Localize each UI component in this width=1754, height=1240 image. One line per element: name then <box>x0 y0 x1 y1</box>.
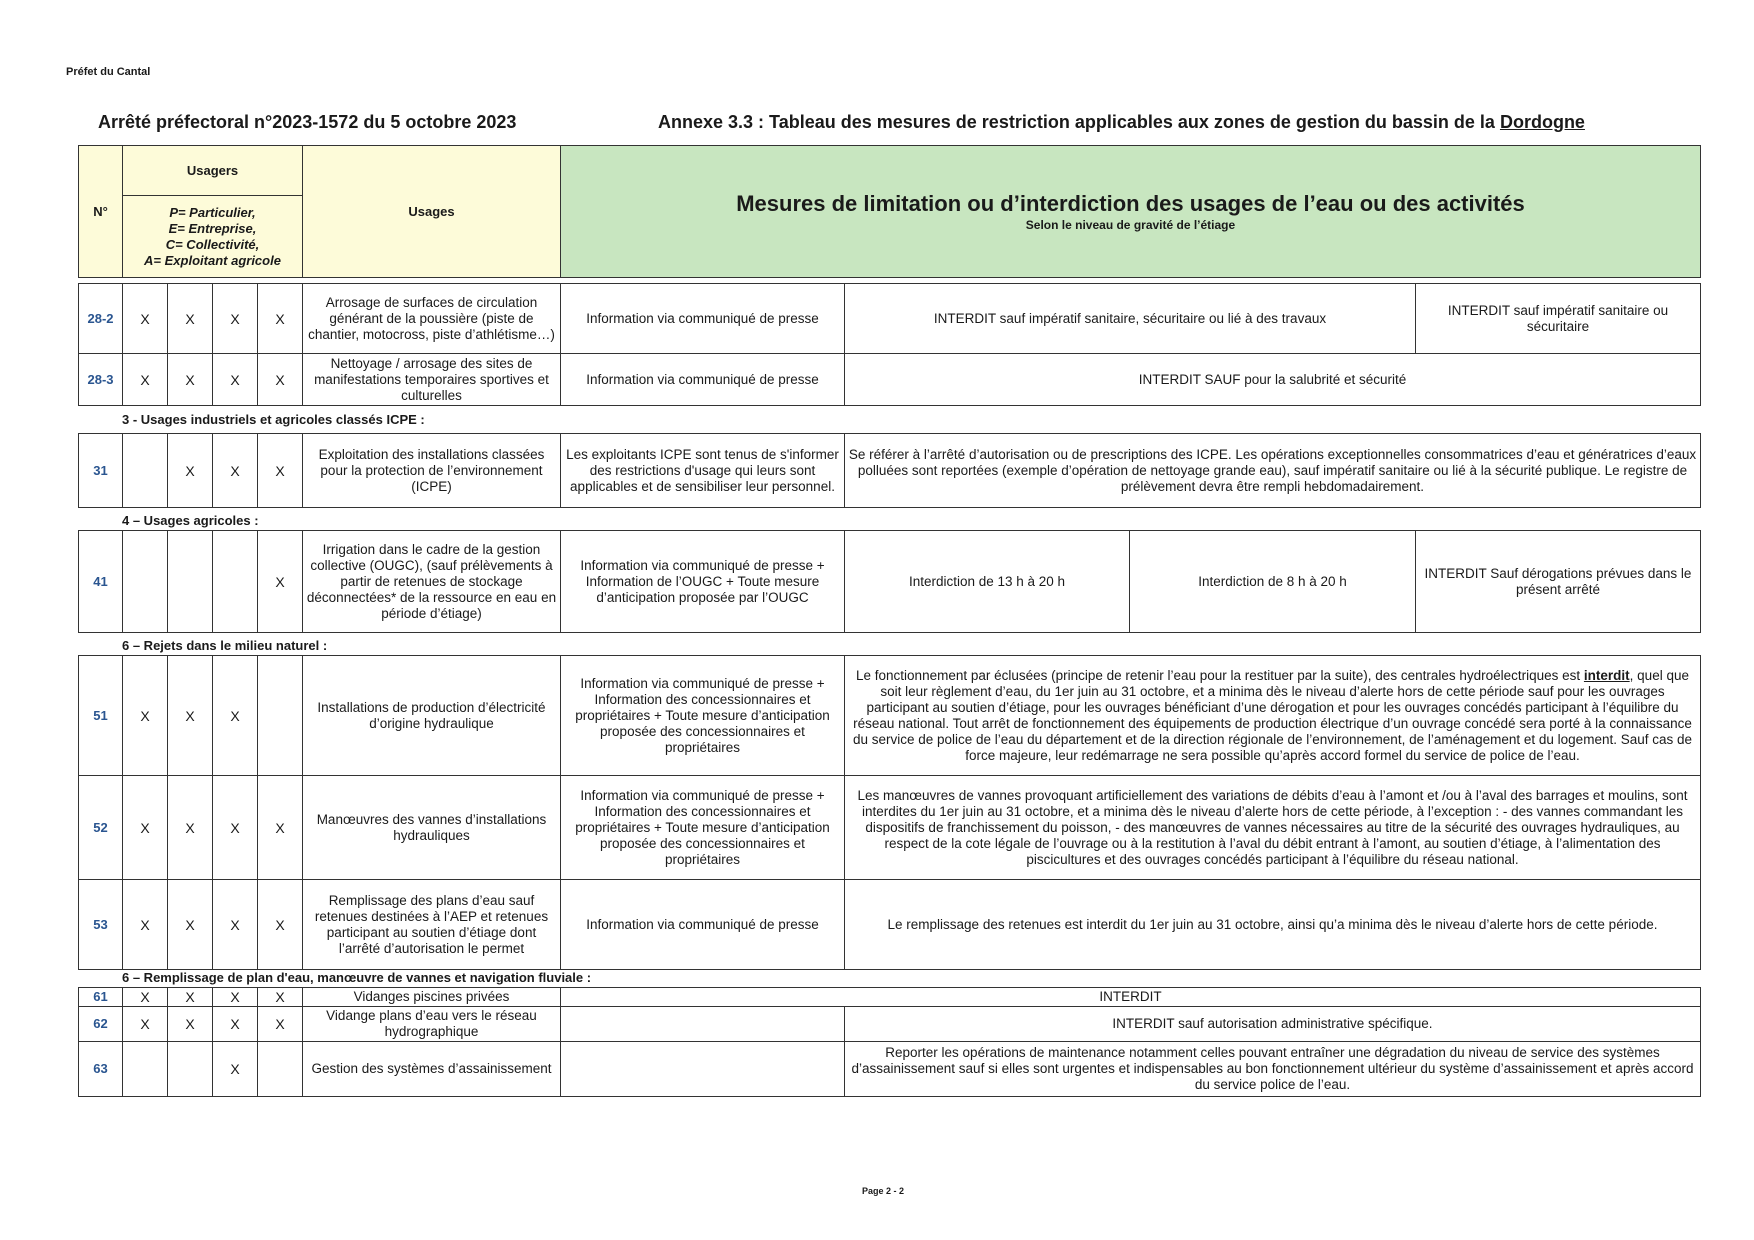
cell-measure-crise: INTERDIT sauf impératif sanitaire ou sécuritaire <box>1416 284 1701 354</box>
table-row <box>79 1007 1701 1042</box>
row-number: 31 <box>79 434 123 508</box>
table-block-31 <box>78 433 1701 508</box>
cell-c: X <box>213 776 258 880</box>
cell-e: X <box>168 1007 213 1042</box>
cell-p <box>123 1042 168 1097</box>
cell-p: X <box>123 880 168 970</box>
cell-c: X <box>213 656 258 776</box>
cell-e: X <box>168 880 213 970</box>
table-block-41 <box>78 530 1701 633</box>
cell-a <box>258 1042 303 1097</box>
cell-measure-vigilance: Information via communiqué de presse <box>561 284 845 354</box>
table-row <box>79 531 1701 633</box>
row-number: 52 <box>79 776 123 880</box>
cell-p: X <box>123 284 168 354</box>
cell-measure-vigilance: Information via communiqué de presse + Information de l’OUGC + Toute mesure d’anticipation proposée par l’OUGC <box>561 531 845 633</box>
cell-measure-vigilance <box>561 1042 845 1097</box>
cell-c: X <box>213 1042 258 1097</box>
row-number: 53 <box>79 880 123 970</box>
page-number: Page 2 - 2 <box>862 1186 905 1196</box>
section-heading-agricole: 4 – Usages agricoles : <box>122 513 259 528</box>
section-heading-rejets: 6 – Rejets dans le milieu naturel : <box>122 638 328 653</box>
cell-usage: Nettoyage / arrosage des sites de manifestations temporaires sportives et culturelles <box>303 354 561 406</box>
usagers-legend <box>123 196 303 278</box>
cell-measure-alerte: INTERDIT <box>561 988 1701 1007</box>
cell-measure-alerte: Les manœuvres de vannes provoquant artificiellement des variations de débits d’eau à l’amont et /ou à l’aval des barrages et moulins, sont interdites du 1er juin au 31 octobre, et a minima dès le niveau d’alerte hors de cette période, à l’exception : - des vannes commandant les dispositifs de franchissement du poisson, - des manœuvres de vannes nécessaires au titre de la sécurité des ouvrages hydrauliques, au respect de la cote légale de l’ouvrage ou à la restitution à l’aval du débit entrant à l’amont, au soutien d’étiage, à l’alimentation des piscicultures et des ouvrages concédés participant à l’équilibre du réseau national. <box>845 776 1701 880</box>
legend-collectivite: C= Collectivité, <box>165 236 260 252</box>
cell-measure-vigilance: Les exploitants ICPE sont tenus de s'informer des restrictions d'usage qui leurs sont applicables et de sensibiliser leur personnel. <box>561 434 845 508</box>
cell-measure-alerte: Reporter les opérations de maintenance notamment celles pouvant entraîner une dégradation du niveau de service des systèmes d’assainissement sauf si elles sont urgentes et indispensables au bon fonctionnement ultérieur du système d’assainissement et après accord du service police de l’eau. <box>845 1042 1701 1097</box>
cell-measure-alerte: INTERDIT sauf autorisation administrative spécifique. <box>845 1007 1701 1042</box>
measure-emphasis: interdit <box>1583 667 1630 683</box>
measure-text-2: , quel que soit leur règlement d’eau, du 1er juin au 31 octobre, et a minima dès le niveau d’alerte hors de cette période sauf pour les ouvrages participant au soutien d’étiage, pour les ouvrages bénéficiant d’une dérogation et pour les ouvrages concédés participant à l’équilibre du réseau national. Tout arrêt de fonctionnement des équipements de production électrique d’un ouvrage concédé sera porté à la connaissance du service de police de l’eau du département et de la direction régionale de l’environnement, de l’aménagement et du logement. Sauf cas de force majeure, leur redémarrage ne sera possible qu’après accord formel du service de police de l’eau. <box>852 667 1693 763</box>
cell-c: X <box>213 354 258 406</box>
annex-title <box>658 112 1585 133</box>
cell-measure-alerte <box>845 656 1701 776</box>
cell-c: X <box>213 988 258 1007</box>
legend-exploitant: A= Exploitant agricole <box>144 252 281 268</box>
cell-p: X <box>123 988 168 1007</box>
row-number: 61 <box>79 988 123 1007</box>
cell-usage: Gestion des systèmes d’assainissement <box>303 1042 561 1097</box>
measures-title: Mesures de limitation ou d’interdiction des usages de l’eau ou des activités <box>736 190 1525 216</box>
row-number: 41 <box>79 531 123 633</box>
cell-c: X <box>213 434 258 508</box>
cell-p: X <box>123 656 168 776</box>
cell-c <box>213 531 258 633</box>
cell-usage: Manœuvres des vannes d’installations hydrauliques <box>303 776 561 880</box>
table-row <box>79 354 1701 406</box>
cell-usage: Vidange plans d’eau vers le réseau hydrographique <box>303 1007 561 1042</box>
annex-basin: Dordogne <box>1499 112 1585 132</box>
cell-measure-vigilance: Information via communiqué de presse + Information des concessionnaires et propriétaires + Toute mesure d’anticipation proposée des concessionnaires et propriétaires <box>561 656 845 776</box>
cell-a: X <box>258 284 303 354</box>
cell-measure-crise: INTERDIT Sauf dérogations prévues dans le présent arrêté <box>1416 531 1701 633</box>
cell-measure-vigilance <box>561 1007 845 1042</box>
table-block-5x <box>78 655 1701 970</box>
row-number: 63 <box>79 1042 123 1097</box>
cell-a: X <box>258 434 303 508</box>
row-number: 28-3 <box>79 354 123 406</box>
cell-usage: Exploitation des installations classées pour la protection de l’environnement (ICPE) <box>303 434 561 508</box>
cell-measure-vigilance: Information via communiqué de presse <box>561 880 845 970</box>
cell-p <box>123 434 168 508</box>
annex-title-text: Annexe 3.3 : Tableau des mesures de restriction applicables aux zones de gestion du bassin de la <box>658 112 1500 132</box>
cell-measure-alerte: Se référer à l’arrêté d’autorisation ou de prescriptions des ICPE. Les opérations exceptionnelles consommatrices d’eau et génératrices d’eaux polluées sont reportées (exemple d’opération de nettoyage grande eau), sauf impératif sanitaire ou lié à la sécurité publique. Le registre de prélèvement devra être rempli hebdomadairement. <box>845 434 1701 508</box>
cell-a <box>258 656 303 776</box>
row-number: 51 <box>79 656 123 776</box>
cell-a: X <box>258 354 303 406</box>
cell-e <box>168 531 213 633</box>
measures-subtitle: Selon le niveau de gravité de l’étiage <box>1025 217 1236 232</box>
header-measures <box>561 146 1701 278</box>
cell-a: X <box>258 531 303 633</box>
table-row <box>79 880 1701 970</box>
cell-p: X <box>123 354 168 406</box>
cell-c: X <box>213 284 258 354</box>
cell-measure-alerte: INTERDIT SAUF pour la salubrité et sécurité <box>845 354 1701 406</box>
decree-title: Arrêté préfectoral n°2023-1572 du 5 octobre 2023 <box>98 112 517 132</box>
table-row <box>79 656 1701 776</box>
legend-particulier: P= Particulier, <box>169 204 256 220</box>
row-number: 28-2 <box>79 284 123 354</box>
cell-c: X <box>213 880 258 970</box>
cell-e <box>168 1042 213 1097</box>
table-row <box>79 988 1701 1007</box>
cell-usage: Arrosage de surfaces de circulation générant de la poussière (piste de chantier, motocross, piste d’athlétisme…) <box>303 284 561 354</box>
cell-e: X <box>168 354 213 406</box>
legend-entreprise: E= Entreprise, <box>168 220 257 236</box>
table-row <box>79 1042 1701 1097</box>
cell-a: X <box>258 880 303 970</box>
cell-usage: Remplissage des plans d’eau sauf retenues destinées à l’AEP et retenues participant au soutien d’étiage dont l’arrêté d’autorisation le permet <box>303 880 561 970</box>
cell-e: X <box>168 656 213 776</box>
section-heading-icpe: 3 - Usages industriels et agricoles classés ICPE : <box>122 412 425 427</box>
cell-measure-vigilance: Information via communiqué de presse + Information des concessionnaires et propriétaires + Toute mesure d’anticipation proposée des concessionnaires et propriétaires <box>561 776 845 880</box>
cell-a: X <box>258 988 303 1007</box>
header-usages: Usages <box>303 146 561 278</box>
table-block-28 <box>78 283 1701 406</box>
cell-a: X <box>258 1007 303 1042</box>
header-table <box>78 145 1701 278</box>
cell-e: X <box>168 434 213 508</box>
cell-c: X <box>213 1007 258 1042</box>
table-block-6x <box>78 987 1701 1097</box>
row-number: 62 <box>79 1007 123 1042</box>
cell-p: X <box>123 776 168 880</box>
cell-e: X <box>168 284 213 354</box>
cell-measure-alerte-renforcee: Interdiction de 8 h à 20 h <box>1130 531 1416 633</box>
cell-measure-alerte: Le remplissage des retenues est interdit du 1er juin au 31 octobre, ainsi qu’a minima dès le niveau d’alerte hors de cette période. <box>845 880 1701 970</box>
table-row <box>79 776 1701 880</box>
cell-a: X <box>258 776 303 880</box>
cell-usage: Installations de production d’électricité d’origine hydraulique <box>303 656 561 776</box>
cell-usage: Vidanges piscines privées <box>303 988 561 1007</box>
table-row <box>79 284 1701 354</box>
header-num: N° <box>79 146 123 278</box>
cell-e: X <box>168 988 213 1007</box>
cell-p: X <box>123 1007 168 1042</box>
cell-p <box>123 531 168 633</box>
cell-measure-alerte: INTERDIT sauf impératif sanitaire, sécuritaire ou lié à des travaux <box>845 284 1416 354</box>
cell-usage: Irrigation dans le cadre de la gestion collective (OUGC), (sauf prélèvements à partir de retenues de stockage déconnectées* de la ressource en eau en période d’étiage) <box>303 531 561 633</box>
header-usagers: Usagers <box>123 146 303 196</box>
cell-measure-vigilance: Information via communiqué de presse <box>561 354 845 406</box>
section-heading-remplissage: 6 – Remplissage de plan d'eau, manœuvre de vannes et navigation fluviale : <box>122 970 592 985</box>
cell-e: X <box>168 776 213 880</box>
cell-measure-alerte: Interdiction de 13 h à 20 h <box>845 531 1130 633</box>
measure-text-1: Le fonctionnement par éclusées (principe de retenir l’eau pour la restituer par la suite), des centrales hydroélectriques est <box>856 667 1584 683</box>
table-row <box>79 434 1701 508</box>
issuer-label: Préfet du Cantal <box>66 66 151 78</box>
